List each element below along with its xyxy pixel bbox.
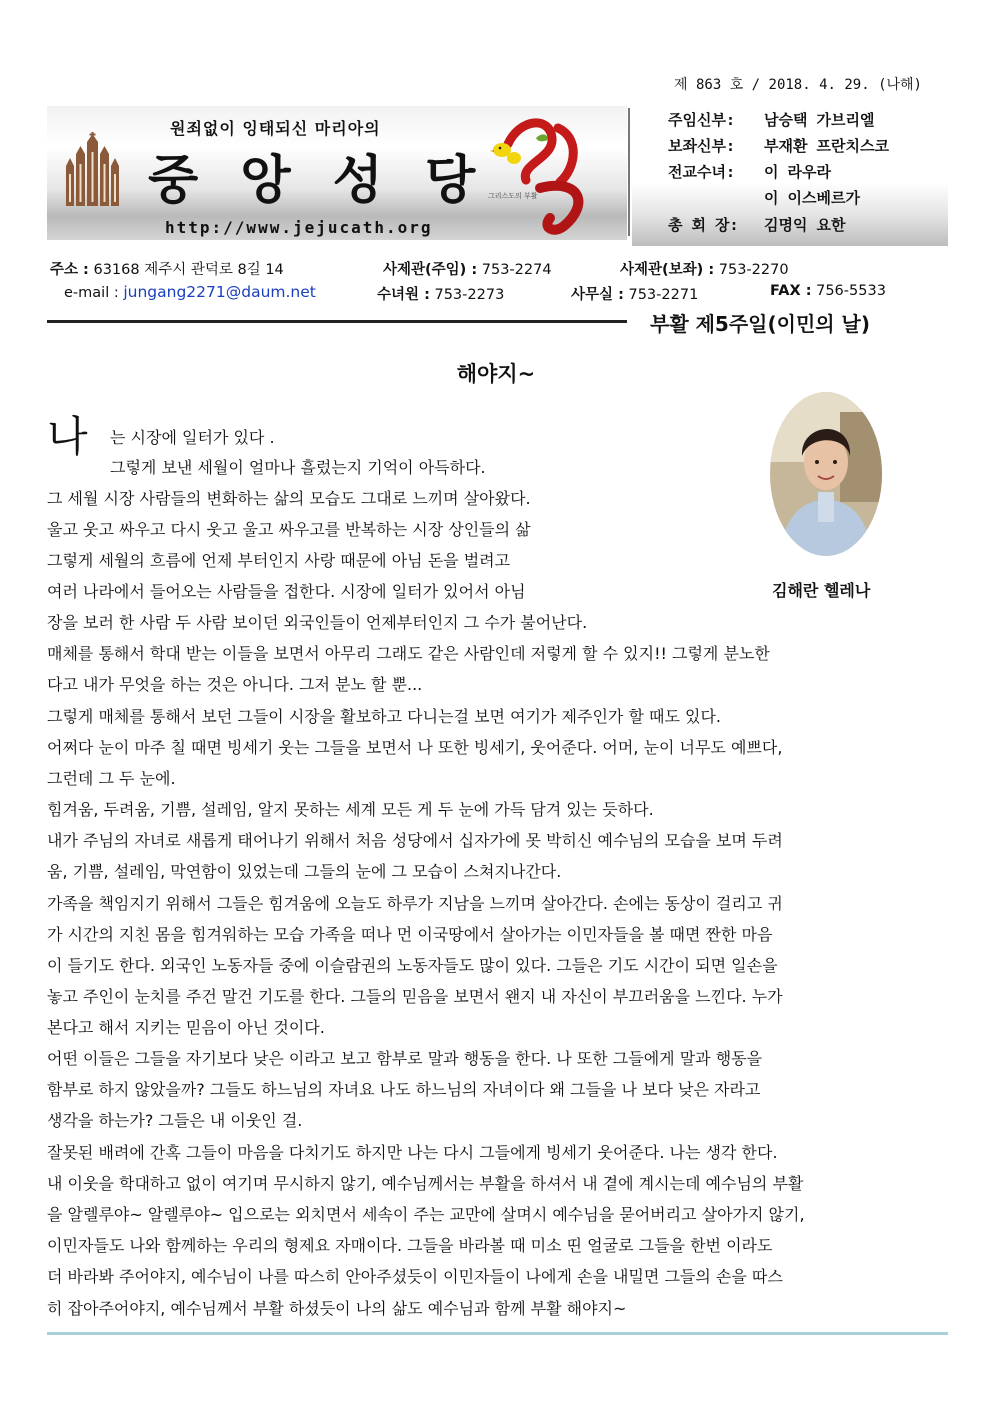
church-name: 중 앙 성 당 [148, 150, 488, 211]
staff-name: 부재환 프란치스코 [764, 137, 889, 155]
email [64, 283, 316, 301]
article-line: 놓고 주인이 눈치를 주건 말건 기도를 한다. 그들의 믿음을 보면서 왠지 내 자신이 부끄러움을 느낀다. 누가 [47, 987, 783, 1006]
article-line: 는 시장에 일터가 있다 . [110, 428, 275, 447]
church-motto: 원죄없이 잉태되신 마리아의 [170, 119, 381, 138]
email-link[interactable]: jungang2271@daum.net [123, 283, 316, 301]
church-icon [62, 132, 124, 206]
fax-label: FAX : [770, 283, 812, 299]
article-line: 이민자들도 나와 함께하는 우리의 형제요 자매이다. 그들을 바라볼 때 미소 띤 얼굴로 그들을 한번 이라도 [47, 1236, 773, 1255]
fax [770, 283, 886, 299]
header-rule [47, 320, 627, 323]
sunday-title: 부활 제5주일(이민의 날) [650, 312, 871, 336]
staff-label: 전교수녀: [668, 163, 735, 181]
article-line: 히 잡아주어야지, 예수님께서 부활 하셨듯이 나의 삶도 예수님과 함께 부활 해야지~ [47, 1299, 627, 1318]
article-line: 울고 웃고 싸우고 다시 웃고 울고 싸우고를 반복하는 시장 상인들의 삶 [47, 520, 531, 539]
fax-number: 756-5533 [816, 283, 886, 299]
staff-row-assistant [668, 135, 889, 156]
logo-caption: 그리스도의 부활 [488, 192, 538, 200]
article-line: 더 바라봐 주어야지, 예수님이 나를 따스히 안아주셨듯이 이민자들이 나에게 손을 내밀면 그들의 손을 따스 [47, 1267, 783, 1286]
article-line: 여러 나라에서 들어오는 사람들을 접한다. 시장에 일터가 있어서 아님 [47, 582, 526, 601]
article-line: 다고 내가 무엇을 하는 것은 아니다. 그저 분노 할 뿐... [47, 675, 423, 694]
article-line: 매체를 통해서 학대 받는 이들을 보면서 아무리 그래도 같은 사람인데 저렇게 할 수 있지!! 그렇게 분노한 [47, 644, 770, 663]
article-line: 어쩌다 눈이 마주 칠 때면 빙세기 웃는 그들을 보면서 나 또한 빙세기, 웃어준다. 어머, 눈이 너무도 예쁘다, [47, 738, 783, 757]
rectory-assist-phone: 753-2270 [718, 262, 789, 278]
staff-label: 총 회 장: [668, 216, 739, 234]
staff-name: 남승택 가브리엘 [764, 111, 875, 129]
article-line: 그렇게 보낸 세월이 얼마나 흘렀는지 기억이 아득하다. [110, 458, 486, 477]
header-divider [628, 108, 630, 236]
article-line: 가 시간의 지친 몸을 힘겨워하는 모습 가족을 떠나 먼 이국땅에서 살아가는 이민자들을 볼 때면 짠한 마음 [47, 925, 773, 944]
article-title: 해야지~ [456, 362, 536, 386]
article-line: 함부로 하지 않았을까? 그들도 하느님의 자녀요 나도 하느님의 자녀이다 왜 그들을 나 보다 낮은 자라고 [47, 1080, 761, 1099]
article-line: 그렇게 세월의 흐름에 언제 부터인지 사랑 때문에 아님 돈을 벌려고 [47, 551, 511, 570]
rectory-assist [620, 258, 789, 279]
issue-info: 제 863 호 / 2018. 4. 29. (나해) [674, 77, 922, 93]
footer-rule [47, 1332, 948, 1335]
convent-label: 수녀원 : [377, 287, 430, 303]
church-website-link[interactable]: http://www.jejucath.org [165, 218, 433, 237]
email-label: e-mail : [64, 285, 119, 301]
convent [377, 283, 504, 304]
rectory-main-label: 사제관(주임) : [383, 262, 478, 278]
article-line: 내가 주님의 자녀로 새롭게 태어나기 위해서 처음 성당에서 십자가에 못 박히신 예수님의 모습을 보며 두려 [47, 831, 783, 850]
office-phone: 753-2271 [628, 287, 699, 303]
article-line: 내 이웃을 학대하고 없이 여기며 무시하지 않기, 예수님께서는 부활을 하셔서 내 곁에 계시는데 예수님의 부활 [47, 1174, 804, 1193]
rectory-assist-label: 사제관(보좌) : [620, 262, 715, 278]
article-line: 힘겨움, 두려움, 기쁨, 설레임, 알지 못하는 세계 모든 게 두 눈에 가득 담겨 있는 듯하다. [47, 800, 654, 819]
staff-name: 이 이스베르가 [764, 189, 860, 207]
article-line: 그런데 그 두 눈에. [47, 769, 176, 788]
staff-label: 주임신부: [668, 111, 735, 129]
article-line: 어떤 이들은 그들을 자기보다 낮은 이라고 보고 함부로 말과 행동을 한다. 나 또한 그들에게 말과 행동을 [47, 1049, 763, 1068]
convent-phone: 753-2273 [434, 287, 505, 303]
address-value: 63168 제주시 관덕로 8길 14 [93, 262, 284, 278]
article-line: 그렇게 매체를 통해서 보던 그들이 시장을 활보하고 다니는걸 보면 여기가 제주인가 할 때도 있다. [47, 707, 721, 726]
article-line: 그 세월 시장 사람들의 변화하는 삶의 모습도 그대로 느끼며 살아왔다. [47, 489, 531, 508]
article-line: 이 들기도 한다. 외국인 노동자들 중에 이슬람권의 노동자들도 많이 있다. 그들은 기도 시간이 되면 일손을 [47, 956, 778, 975]
staff-row-sister [668, 161, 831, 182]
article-line: 움, 기쁨, 설레임, 막연함이 있었는데 그들의 눈에 그 모습이 스쳐지나간다. [47, 862, 562, 881]
article-line: 잘못된 배려에 간혹 그들이 마음을 다치기도 하지만 나는 다시 그들에게 빙세기 웃어준다. 나는 생각 한다. [47, 1143, 778, 1162]
spring-logo [480, 108, 610, 236]
office-label: 사무실 : [571, 287, 624, 303]
drop-cap: 나 [47, 412, 88, 461]
office [571, 283, 698, 304]
author-photo [770, 392, 882, 556]
article-line: 장을 보러 한 사람 두 사람 보이던 외국인들이 언제부터인지 그 수가 불어난다. [47, 613, 588, 632]
staff-name: 이 라우라 [764, 163, 831, 181]
staff-row-pastor [668, 109, 874, 130]
staff-row-president [668, 214, 845, 235]
address-label: 주소 : [50, 262, 89, 278]
author-name: 김해란 헬레나 [772, 581, 871, 600]
staff-name: 김명익 요한 [764, 216, 846, 234]
article-line: 생각을 하는가? 그들은 내 이웃인 걸. [47, 1111, 303, 1130]
address [50, 258, 284, 279]
article-line: 가족을 책임지기 위해서 그들은 힘겨움에 오늘도 하루가 지남을 느끼며 살아간다. 손에는 동상이 걸리고 귀 [47, 894, 783, 913]
staff-row-sister-2 [668, 187, 860, 208]
article-line: 본다고 해서 지키는 믿음이 아닌 것이다. [47, 1018, 325, 1037]
rectory-main-phone: 753-2274 [481, 262, 552, 278]
article-line: 을 알렐루야~ 알렐루야~ 입으로는 외치면서 세속이 주는 교만에 살며시 예수님을 묻어버리고 살아가지 않기, [47, 1205, 805, 1224]
staff-label: 보좌신부: [668, 137, 735, 155]
rectory-main [383, 258, 552, 279]
